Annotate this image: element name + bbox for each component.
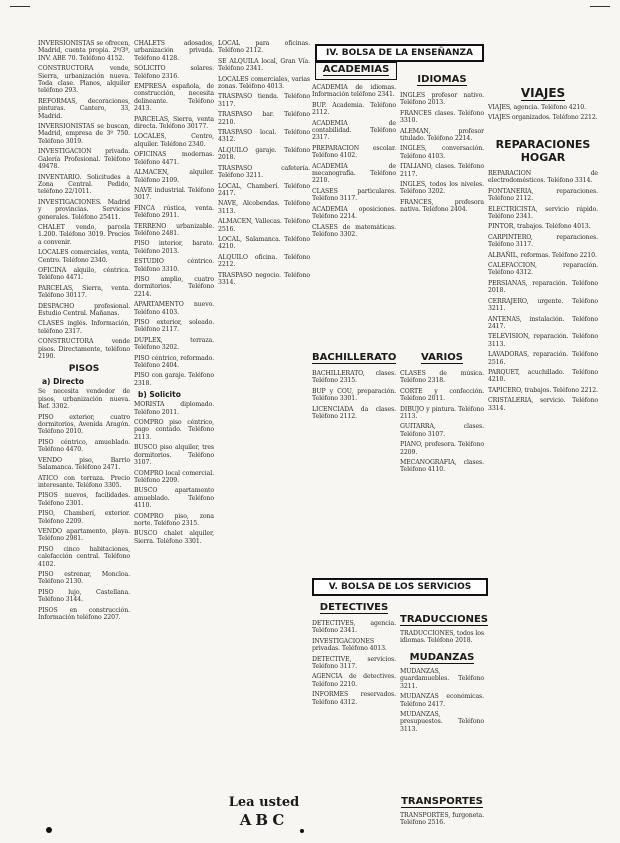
section-banner-servicios: V. BOLSA DE LOS SERVICIOS: [312, 578, 488, 596]
classified-ad: LOCALES comerciales, varias zonas. Teléfono 4013.: [218, 75, 310, 91]
directo-subheading: a) Directo: [42, 377, 84, 387]
top-rule: [590, 6, 610, 7]
classified-ad: TERRENO urbanizable. Teléfono 2481.: [134, 222, 214, 237]
classified-ad: MORISTA diplomado. Teléfono 2011.: [134, 401, 214, 416]
classified-ad: CLASES inglés. Información, teléfono 2317.: [38, 320, 130, 335]
classified-ad: LOCALES, Centro, alquiler. Teléfono 2340.: [134, 133, 214, 148]
classified-ad: CLASES de matemáticas. Teléfono 3302.: [312, 223, 396, 238]
classified-ad: ALMACEN, Vallecas. Teléfono 2516.: [218, 218, 310, 233]
classified-ad: INVESTIGACIONES privadas. Teléfono 4013.: [312, 637, 387, 653]
category-traducciones: [400, 614, 488, 625]
classified-ad: LAVADORAS, reparación. Teléfono 2516.: [488, 351, 598, 366]
solicito-subheading: b) Solicito: [138, 390, 181, 400]
classified-ad: MUDANZAS, presupuestos. Teléfono 3113.: [400, 711, 484, 733]
classified-ad: ALMACEN, alquiler. Teléfono 2109.: [134, 169, 214, 184]
classified-ad: FRANCES clases. Teléfono 3310.: [400, 109, 484, 125]
classified-ad: ALEMAN, profesor titulado. Teléfono 2214.: [400, 127, 484, 143]
classified-ad: REPARACION de electrodomésticos. Teléfono 3314.: [488, 170, 598, 185]
classified-ad: INFORMES reservados. Teléfono 4312.: [312, 691, 396, 706]
classified-ad: TRADUCCIONES, todos los idiomas. Teléfono 2018.: [400, 630, 484, 645]
classified-ad: SOLICITO solares. Teléfono 2316.: [134, 65, 214, 80]
column-3: [218, 40, 310, 783]
classified-ad: PISO céntrico, amueblado. Teléfono 4470.: [38, 438, 130, 454]
classified-ad: INGLES, conversación. Teléfono 4103.: [400, 145, 484, 160]
classified-ad: BUSCO piso alquiler, tres dormitorios. Teléfono 3107.: [134, 444, 214, 467]
ad-list: [38, 40, 130, 360]
classified-ad: ACADEMIA de mecanografía. Teléfono 2210.: [312, 162, 396, 185]
classified-ad: GUITARRA, clases. Teléfono 3107.: [400, 423, 484, 438]
classified-ad: CARPINTERO, reparaciones. Teléfono 3117.: [488, 233, 598, 249]
classified-ad: PISO estrenar, Moncloa. Teléfono 2130.: [38, 570, 130, 586]
classified-ad: CONSTRUCTORA vende, Sierra, urbanización nueva. Toda clase. Planos, alquiler teléfono 293.: [38, 65, 130, 95]
classified-ad: DETECTIVE, servicios. Teléfono 3117.: [312, 655, 396, 671]
classified-ad: INVERSIONISTAS se buscan, Madrid, empresa de 3º 750. Teléfono 3019.: [38, 123, 130, 145]
classified-ad: COMPRO piso, zona norte. Teléfono 2315.: [134, 512, 214, 527]
classified-ad: PISO cinco habitaciones, calefacción central. Teléfono 4102.: [38, 545, 130, 568]
classified-ad: CLASES de música. Teléfono 2318.: [400, 370, 484, 385]
classified-ad: BUSCO apartamento amueblado. Teléfono 4110.: [134, 487, 214, 510]
classified-ad: APARTAMENTO nuevo. Teléfono 4103.: [134, 301, 214, 316]
classified-ad: PARCELAS, Sierra, venta. Teléfono 30117.: [38, 284, 130, 300]
classified-ad: DETECTIVES, agencia. Teléfono 2341.: [312, 620, 396, 635]
column-1: [38, 40, 130, 823]
classified-ad: CONSTRUCTORA vende pisos. Directamente, teléfono 2190.: [38, 338, 130, 361]
classified-ad: PISO exterior, cuatro dormitorios, Avenida Aragón. Teléfono 2010.: [38, 413, 130, 436]
classified-ad: TELEVISION, reparación. Teléfono 3113.: [488, 333, 598, 348]
lea-usted-abc: [218, 795, 310, 829]
classified-ad: LOCAL para oficinas. Teléfono 2112.: [218, 40, 310, 55]
classified-ad: PERSIANAS, reparación. Teléfono 2018.: [488, 279, 598, 295]
classified-ad: PARCELAS, Sierra, venta directa. Teléfono 30177.: [134, 115, 214, 131]
category-label: ACADEMIAS: [322, 64, 390, 75]
classified-ad: NAVE, Alcobendas. Teléfono 3113.: [218, 200, 310, 215]
classified-ad: ESTUDIO céntrico. Teléfono 3310.: [134, 258, 214, 273]
classified-ad: PIANO, profesora. Teléfono 2209.: [400, 441, 484, 456]
mudanzas-list: [400, 668, 484, 788]
classified-ad: INVERSIONISTAS se ofrecen, Madrid, cuenta propia. 2º/3º, INV. ABE 70. Teléfono 4152.: [38, 40, 130, 62]
footer-mark: [46, 827, 52, 833]
classified-ad: ACADEMIA de idiomas. Información teléfono 2341.: [312, 84, 396, 99]
category-label: TRADUCCIONES: [400, 614, 488, 625]
classified-ad: SE ALQUILA local, Gran Vía. Teléfono 2341.: [218, 57, 310, 73]
classified-ad: PISO interior, barato. Teléfono 2013.: [134, 240, 214, 255]
classified-ad: PREPARACION escolar. Teléfono 4102.: [312, 144, 396, 160]
category-reparaciones: REPARACIONES HOGAR: [495, 138, 591, 164]
classified-ad: ANTENAS, instalación. Teléfono 2417.: [488, 315, 598, 330]
promo-line-2: ABC: [239, 811, 289, 829]
classified-ad: CHALET vendo, parcela 1.200. Teléfono 3019. Precios a convenir.: [38, 223, 130, 246]
transportes-list: [400, 812, 484, 832]
classified-ad: MUDANZAS, guardamuebles. Teléfono 3211.: [400, 668, 484, 690]
classified-ad: REFORMAS, decoraciones, pinturas. Cantero, 33, Madrid.: [38, 97, 130, 120]
category-label: BACHILLERATO: [312, 352, 397, 363]
classified-ad: PISOS nuevos, facilidades. Teléfono 2301.: [38, 492, 130, 507]
classified-ad: ACADEMIA de contabilidad. Teléfono 2317.: [312, 119, 396, 142]
classified-ad: LOCALES comerciales, venta, Centro. Teléfono 2340.: [38, 249, 130, 264]
category-label: VARIOS: [421, 352, 463, 363]
top-rule: [10, 6, 30, 7]
classified-ad: DUPLEX, terraza. Teléfono 3202.: [134, 336, 214, 352]
classified-ad: ALBAÑIL, reformas. Teléfono 2210.: [488, 251, 597, 259]
classified-ad: VENDO piso, Barrio Salamanca. Teléfono 2471.: [38, 456, 130, 472]
category-bachillerato: [312, 352, 396, 363]
classified-ad: VIAJES organizados. Teléfono 2212.: [488, 114, 598, 122]
classified-ad: DESPACHO profesional. Estudio Central. Mañanas.: [38, 302, 130, 317]
classified-ad: PISO amplio, cuatro dormitorios. Teléfono 2214.: [134, 275, 214, 298]
category-varios: [400, 352, 484, 363]
classified-ad: PISOS en construcción. Información teléfono 2207.: [38, 606, 130, 621]
classified-ad: INGLES, todos los niveles. Teléfono 3202.: [400, 181, 484, 196]
classified-ad: TAPICERO, trabajos. Teléfono 2212.: [488, 386, 598, 394]
academias-list: [312, 84, 396, 346]
classified-ad: ALQUILO garaje. Teléfono 2018.: [218, 146, 310, 162]
classified-ad: FRANCES, profesora nativa. Teléfono 2404.: [400, 198, 484, 214]
classified-ad: ITALIANO, clases. Teléfono 2117.: [400, 163, 484, 178]
classified-ad: OFICINA alquilo, céntrica. Teléfono 4471.: [38, 266, 130, 282]
category-label: TRANSPORTES: [401, 796, 483, 807]
bachillerato-list: [312, 370, 396, 566]
promo-line-1: Lea usted: [228, 795, 300, 810]
ad-list: [38, 388, 130, 621]
category-label: VIAJES: [520, 86, 566, 100]
classified-ad: MUDANZAS económicas. Teléfono 2417.: [400, 693, 484, 708]
classified-ad: ALQUILO oficina. Teléfono 2212.: [218, 253, 310, 269]
classified-ad: FINCA rústica, venta. Teléfono 2911.: [134, 204, 214, 220]
classified-ad: INVENTARIO. Solicitudes a Zona Central. Pedido, teléfono 22/1011.: [38, 173, 130, 196]
classified-ad: INGLES profesor nativo. Teléfono 2013.: [400, 92, 484, 107]
classified-ad: INVESTIGACIONES. Madrid y provincias. Servicios generales. Teléfono 25411.: [38, 198, 130, 221]
detectives-list: [312, 620, 396, 820]
traducciones-list: [400, 630, 484, 650]
classified-ad: PISO con garaje. Teléfono 2318.: [134, 372, 214, 387]
classified-ad: PINTOR, trabajos. Teléfono 4013.: [488, 223, 591, 231]
ad-list: [134, 401, 214, 545]
classified-ad: LICENCIADA da clases. Teléfono 2112.: [312, 405, 396, 421]
category-idiomas: [400, 74, 484, 85]
idiomas-list: [400, 92, 484, 342]
ad-list: [218, 40, 310, 286]
ad-list: [134, 240, 214, 387]
column-2: [134, 40, 214, 823]
category-academias: [318, 64, 394, 75]
classified-ad: CALEFACCION, reparación. Teléfono 4312.: [488, 262, 598, 277]
classified-ad: TRASPASO cafetería. Teléfono 3211.: [218, 164, 310, 180]
classified-ad: INVESTIGACION privada. Galería Profesional. Teléfono 49478.: [38, 148, 130, 171]
classified-ad: VIAJES, agencia. Teléfono 4210.: [488, 104, 586, 111]
category-label: MUDANZAS: [409, 652, 475, 663]
classified-ad: CLASES particulares. Teléfono 3117.: [312, 187, 396, 203]
classified-ad: COMPRO local comercial. Teléfono 2209.: [134, 469, 214, 484]
classified-ad: CERRAJERO, urgente. Teléfono 3211.: [488, 297, 598, 313]
classified-ad: CRISTALERIA, servicio. Teléfono 3314.: [488, 397, 598, 412]
section-banner-ensenanza: IV. BOLSA DE LA ENSEÑANZA: [315, 44, 484, 62]
classified-ad: CORTE y confección. Teléfono 2011.: [400, 387, 484, 403]
ad-list: [134, 40, 214, 237]
classified-ad: PISO exterior, soleado. Teléfono 2117.: [134, 319, 214, 334]
reparaciones-list: [488, 170, 598, 820]
classified-ad: COMPRO piso céntrico, pago contado. Teléfono 2113.: [134, 419, 214, 441]
classified-ad: TRASPASO local. Teléfono 4312.: [218, 129, 310, 144]
classified-ad: TRASPASO tienda. Teléfono 3117.: [218, 93, 310, 108]
viajes-list: [488, 104, 598, 134]
classified-ad: ELECTRICISTA, servicio rápido. Teléfono 2341.: [488, 205, 598, 221]
pisos-heading: PISOS: [68, 364, 100, 375]
classified-ad: LOCAL, Chamberí. Teléfono 2417.: [218, 182, 310, 197]
classified-ad: CHALETS adosados, urbanización privada. Teléfono 4128.: [134, 40, 214, 62]
classified-ad: OFICINAS modernas. Teléfono 4471.: [134, 151, 214, 166]
category-transportes: [400, 796, 484, 807]
category-label: DETECTIVES: [319, 602, 389, 613]
category-label: IDIOMAS: [417, 74, 467, 85]
footer-mark: [300, 829, 304, 833]
category-viajes: [488, 86, 598, 100]
classified-ad: VENDO apartamento, playa. Teléfono 2981.: [38, 527, 130, 543]
classified-ad: TRANSPORTES, furgoneta. Teléfono 2516.: [400, 812, 484, 827]
classified-ad: BUSCO chalet alquiler, Sierra. Teléfono 3301.: [134, 530, 214, 545]
classified-ad: FONTANERIA, reparaciones. Teléfono 2112.: [488, 187, 598, 203]
classified-ad: PISO céntrico, reformado. Teléfono 2404.: [134, 354, 214, 370]
classified-ad: PISO, Chamberí, exterior. Teléfono 2209.: [38, 510, 130, 525]
classified-ad: LOCAL, Salamanca. Teléfono 4210.: [218, 235, 310, 251]
classified-ad: PISO lujo, Castellana. Teléfono 3144.: [38, 588, 130, 604]
varios-list: [400, 370, 484, 566]
classified-ad: EMPRESA española, de construcción, necesita delineante. Teléfono 2413.: [134, 83, 214, 113]
classified-ad: ACADEMIA oposiciones. Teléfono 2214.: [312, 205, 396, 221]
classified-ad: BACHILLERATO, clases. Teléfono 2315.: [312, 370, 396, 385]
classified-ad: PARQUET, acuchillado. Teléfono 4210.: [488, 368, 598, 384]
classified-ad: Se necesita vendedor de pisos, urbanización nueva. Ref. 3302.: [38, 388, 130, 411]
category-detectives: [312, 602, 396, 613]
classified-ad: ATICO con terraza. Precio interesante. Teléfono 3305.: [38, 474, 130, 489]
classified-ad: BUP y COU, preparación. Teléfono 3301.: [312, 387, 396, 403]
classified-ad: TRASPASO negocio. Teléfono 3314.: [218, 271, 310, 286]
classified-ad: DIBUJO y pintura. Teléfono 2113.: [400, 405, 484, 421]
classified-ad: AGENCIA de detectives. Teléfono 2210.: [312, 673, 396, 688]
classified-ad: MECANOGRAFIA, clases. Teléfono 4110.: [400, 459, 484, 474]
classified-ad: BUP. Academia. Teléfono 2112.: [312, 101, 396, 117]
classified-ad: TRASPASO bar. Teléfono 2210.: [218, 111, 310, 126]
category-mudanzas: [400, 652, 484, 663]
classified-ad: NAVE industrial. Teléfono 3017.: [134, 186, 214, 202]
